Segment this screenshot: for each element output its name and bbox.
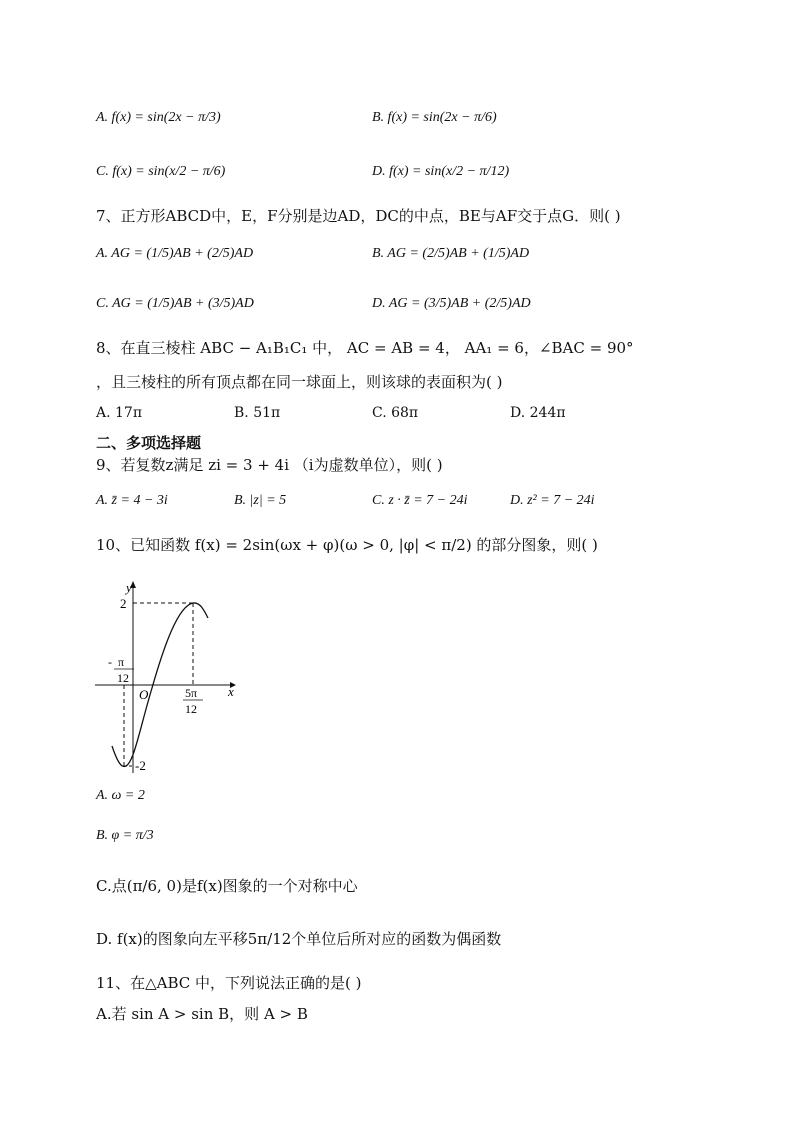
q7-stem: 7、正方形ABCD中，E，F分别是边AD，DC的中点，BE与AF交于点G．则( ) — [96, 207, 621, 225]
q8-stem: 8、在直三棱柱 ABC − A₁B₁C₁ 中， AC = AB = 4， AA₁ = 6，∠BAC = 90° — [96, 339, 634, 357]
q7-option-d: D. AG = (3/5)AB + (2/5)AD — [372, 296, 531, 311]
q6-option-b: B. f(x) = sin(2x − π/6) — [372, 110, 497, 125]
q7-option-a: A. AG = (1/5)AB + (2/5)AD — [96, 246, 254, 261]
q10-option-c: C.点(π/6, 0)是f(x)图象的一个对称中心 — [96, 877, 358, 895]
q10-option-a: A. ω = 2 — [96, 788, 145, 803]
q8-option-a: A. 17π — [96, 405, 143, 421]
q11-stem: 11、在△ABC 中，下列说法正确的是( ) — [96, 974, 362, 992]
y-min-label: -2 — [135, 758, 146, 773]
pos-tick-numerator: 5π — [185, 686, 198, 700]
q9-option-b: B. |z| = 5 — [234, 493, 287, 508]
q9-stem: 9、若复数z满足 zi = 3 + 4i （i为虚数单位），则( ) — [96, 456, 443, 474]
neg-tick-denominator: 12 — [117, 671, 129, 685]
q8-option-d: D. 244π — [510, 405, 566, 421]
origin-label: O — [139, 687, 149, 702]
q6-option-a: A. f(x) = sin(2x − π/3) — [96, 110, 221, 125]
q6-option-c: C. f(x) = sin(x/2 − π/6) — [96, 164, 226, 179]
neg-tick-numerator: π — [118, 655, 125, 669]
sine-graph — [90, 578, 240, 788]
q6-option-d: D. f(x) = sin(x/2 − π/12) — [372, 164, 510, 179]
pos-tick-denominator: 12 — [185, 702, 197, 716]
q8-option-c: C. 68π — [372, 405, 419, 421]
q10-stem: 10、已知函数 f(x) = 2sin(ωx + φ)(ω > 0, |φ| < π/2) 的部分图象，则( ) — [96, 536, 598, 554]
q10-option-d: D. f(x)的图象向左平移5π/12个单位后所对应的函数为偶函数 — [96, 930, 502, 948]
q7-option-c: C. AG = (1/5)AB + (3/5)AD — [96, 296, 254, 311]
neg-tick-sign: - — [108, 655, 112, 669]
q7-option-b: B. AG = (2/5)AB + (1/5)AD — [372, 246, 530, 261]
y-max-label: 2 — [120, 596, 127, 611]
q11-option-a: A.若 sin A > sin B，则 A > B — [96, 1005, 308, 1023]
q9-option-c: C. z · z̄ = 7 − 24i — [372, 493, 468, 508]
y-axis-label: y — [126, 580, 132, 595]
q10-option-b: B. φ = π/3 — [96, 828, 154, 843]
q9-option-a: A. z̄ = 4 − 3i — [96, 493, 168, 508]
q8-stem-continued: ，且三棱柱的所有顶点都在同一球面上，则该球的表面积为( ) — [96, 373, 503, 391]
x-axis-label: x — [228, 684, 234, 699]
q9-option-d: D. z² = 7 − 24i — [510, 493, 595, 508]
q8-option-b: B. 51π — [234, 405, 281, 421]
section-heading: 二、多项选择题 — [96, 434, 202, 452]
